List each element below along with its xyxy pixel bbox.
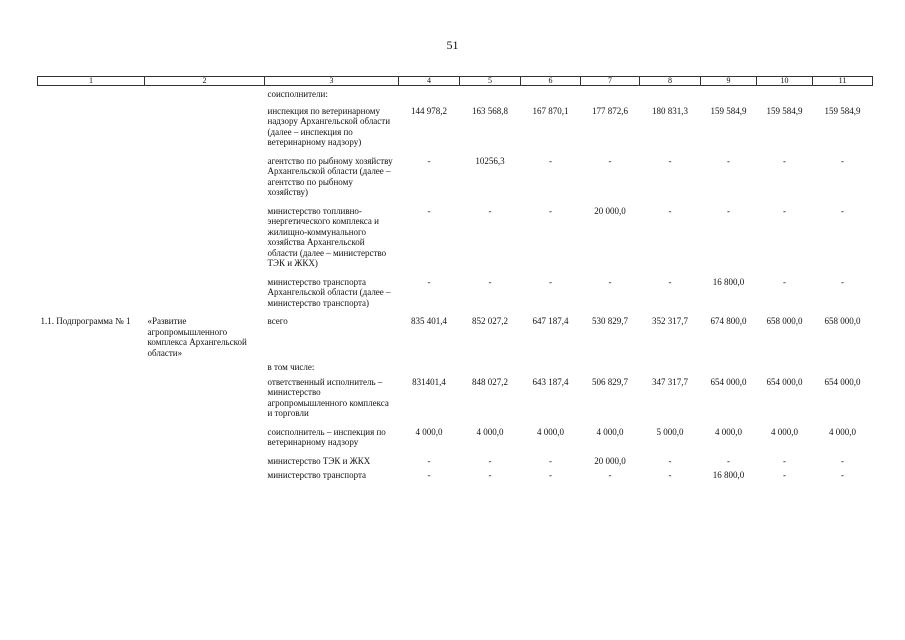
cell-value: - — [488, 470, 492, 480]
cell-section — [38, 456, 145, 471]
cell-value: 848 027,2 — [472, 376, 508, 387]
cell-value: 654 000,0 — [824, 376, 861, 387]
cell-value: 674 800,0 — [710, 316, 747, 326]
cell-value: 16 800,0 — [712, 276, 745, 287]
budget-table — [37, 76, 873, 485]
cell-value: - — [549, 276, 552, 287]
cell-value: 4 000,0 — [537, 426, 564, 437]
col-header: 10 — [757, 77, 813, 86]
cell-value — [640, 362, 701, 377]
col-header: 6 — [521, 77, 581, 86]
cell-program-name: «Развитие агропромышленного комплекса Архангельской области» — [147, 316, 247, 358]
cell-section — [38, 427, 145, 456]
cell-value: - — [427, 276, 431, 287]
cell-value: 643 187,4 — [532, 376, 569, 387]
cell-section — [38, 156, 145, 206]
cell-value — [399, 362, 460, 377]
cell-value: 4 000,0 — [596, 426, 624, 437]
cell-value: - — [783, 205, 786, 216]
cell-value: - — [668, 276, 672, 287]
cell-value: - — [727, 155, 730, 166]
cell-program-name — [145, 156, 265, 206]
cell-value: 835 401,4 — [411, 316, 447, 326]
table-row — [38, 362, 873, 377]
col-header: 4 — [399, 77, 460, 86]
cell-value: 530 829,7 — [592, 316, 628, 326]
col-header: 11 — [813, 77, 873, 86]
table-row — [38, 156, 873, 206]
cell-section — [38, 206, 145, 277]
cell-value: 4 000,0 — [415, 426, 443, 437]
cell-value: 163 568,8 — [472, 105, 508, 116]
cell-section — [38, 277, 145, 317]
cell-value: - — [668, 455, 672, 466]
page-number: 51 — [446, 38, 459, 52]
cell-value: - — [841, 276, 844, 287]
cell-value — [460, 86, 521, 106]
cell-value: 180 831,3 — [652, 105, 688, 116]
cell-value — [757, 86, 813, 106]
table-row — [38, 316, 873, 362]
cell-value: 4 000,0 — [771, 426, 798, 437]
cell-value — [813, 86, 873, 106]
cell-executor: соисполнитель – инспекция по ветеринарному надзору — [267, 426, 386, 447]
cell-value: 167 870,1 — [532, 105, 569, 116]
cell-value — [581, 362, 640, 377]
cell-value: - — [488, 205, 492, 216]
cell-value — [640, 86, 701, 106]
cell-executor: министерство транспорта — [267, 470, 367, 480]
cell-value: 347 317,7 — [652, 376, 688, 387]
cell-value: - — [427, 155, 431, 166]
cell-value: 506 829,7 — [592, 376, 628, 387]
cell-section — [38, 86, 145, 106]
cell-value: - — [841, 455, 844, 466]
cell-section — [38, 362, 145, 377]
cell-value: - — [488, 455, 492, 466]
col-header: 9 — [701, 77, 757, 86]
cell-value: 5 000,0 — [656, 426, 684, 437]
cell-value: - — [783, 470, 786, 480]
cell-value — [521, 86, 581, 106]
cell-value: 654 000,0 — [710, 376, 747, 387]
table-row — [38, 456, 873, 471]
cell-value: - — [427, 470, 431, 480]
col-header: 8 — [640, 77, 701, 86]
cell-section — [38, 470, 145, 485]
cell-value: - — [549, 470, 552, 480]
cell-program-name — [145, 427, 265, 456]
cell-value: 177 872,6 — [592, 105, 628, 116]
cell-executor: министерство транспорта Архангельской области (далее – министерство транспорта) — [267, 276, 391, 308]
cell-value: 654 000,0 — [766, 376, 803, 387]
cell-value: 4 000,0 — [715, 426, 742, 437]
col-header: 1 — [38, 77, 145, 86]
table-header-row — [38, 77, 873, 86]
cell-value: - — [608, 276, 612, 287]
cell-value: - — [841, 470, 844, 480]
cell-value: - — [549, 205, 552, 216]
cell-value: - — [608, 470, 612, 480]
cell-value: - — [427, 205, 431, 216]
cell-value: 20 000,0 — [594, 205, 626, 216]
cell-value: - — [549, 455, 552, 466]
cell-executor: агентство по рыбному хозяйству Архангельской области (далее – агентство по рыбному хозяйству) — [267, 155, 393, 197]
cell-value: 4 000,0 — [476, 426, 504, 437]
cell-value — [757, 362, 813, 377]
cell-value: - — [783, 155, 786, 166]
cell-value: 159 584,9 — [824, 105, 861, 116]
cell-value: 658 000,0 — [766, 316, 803, 326]
cell-program-name — [145, 86, 265, 106]
cell-section — [38, 106, 145, 156]
cell-program-name — [145, 362, 265, 377]
cell-value: - — [841, 205, 844, 216]
cell-value: - — [427, 455, 431, 466]
cell-value: - — [668, 470, 672, 480]
table-row — [38, 377, 873, 427]
cell-value: 352 317,7 — [652, 316, 688, 326]
cell-program-name — [145, 277, 265, 317]
cell-program-name — [145, 377, 265, 427]
cell-section: 1.1. Подпрограмма № 1 — [40, 316, 131, 326]
cell-value — [701, 362, 757, 377]
cell-value: - — [783, 276, 786, 287]
cell-value: 852 027,2 — [472, 316, 508, 326]
cell-value: 4 000,0 — [829, 426, 856, 437]
cell-value: - — [668, 205, 672, 216]
col-header: 2 — [145, 77, 265, 86]
cell-value: 159 584,9 — [766, 105, 803, 116]
cell-value: 831401,4 — [412, 376, 446, 387]
cell-value: - — [841, 155, 844, 166]
cell-program-name — [145, 206, 265, 277]
cell-value — [813, 362, 873, 377]
cell-executor: министерство ТЭК и ЖКХ — [267, 455, 371, 466]
cell-executor: всего — [267, 316, 288, 326]
cell-value: 10256,3 — [475, 155, 505, 166]
cell-program-name — [145, 456, 265, 471]
cell-value: - — [488, 276, 492, 287]
cell-value: 144 978,2 — [411, 105, 447, 116]
col-header: 7 — [581, 77, 640, 86]
cell-value: - — [727, 205, 730, 216]
table-row — [38, 277, 873, 317]
cell-value: 658 000,0 — [824, 316, 861, 326]
cell-program-name — [145, 470, 265, 485]
cell-value: 647 187,4 — [532, 316, 569, 326]
table-row — [38, 106, 873, 156]
table-row — [38, 470, 873, 485]
cell-value: 20 000,0 — [594, 455, 626, 466]
cell-value: 16 800,0 — [712, 470, 745, 480]
table-row — [38, 86, 873, 106]
cell-value: - — [549, 155, 552, 166]
cell-section — [38, 377, 145, 427]
col-header: 3 — [265, 77, 399, 86]
cell-value: - — [668, 155, 672, 166]
cell-value — [581, 86, 640, 106]
cell-value — [460, 362, 521, 377]
cell-value: - — [608, 155, 612, 166]
col-header: 5 — [460, 77, 521, 86]
cell-executor: соисполнители: — [267, 89, 328, 99]
cell-value: - — [727, 455, 730, 466]
cell-value: - — [783, 455, 786, 466]
cell-value — [399, 86, 460, 106]
cell-executor: министерство топливно-энергетического комплекса и жилищно-коммунального хозяйства Архангельской области (далее – министерство ТЭК и ЖКХ) — [267, 205, 387, 268]
cell-program-name — [145, 106, 265, 156]
cell-value — [701, 86, 757, 106]
cell-executor: ответственный исполнитель – министерство агропромышленного комплекса и торговли — [267, 376, 389, 418]
cell-value: 159 584,9 — [710, 105, 747, 116]
cell-executor: в том числе: — [267, 362, 315, 372]
cell-executor: инспекция по ветеринарному надзору Архангельской области (далее – инспекция по ветеринарному надзору) — [267, 105, 391, 147]
table-row — [38, 427, 873, 456]
cell-value — [521, 362, 581, 377]
table-row — [38, 206, 873, 277]
